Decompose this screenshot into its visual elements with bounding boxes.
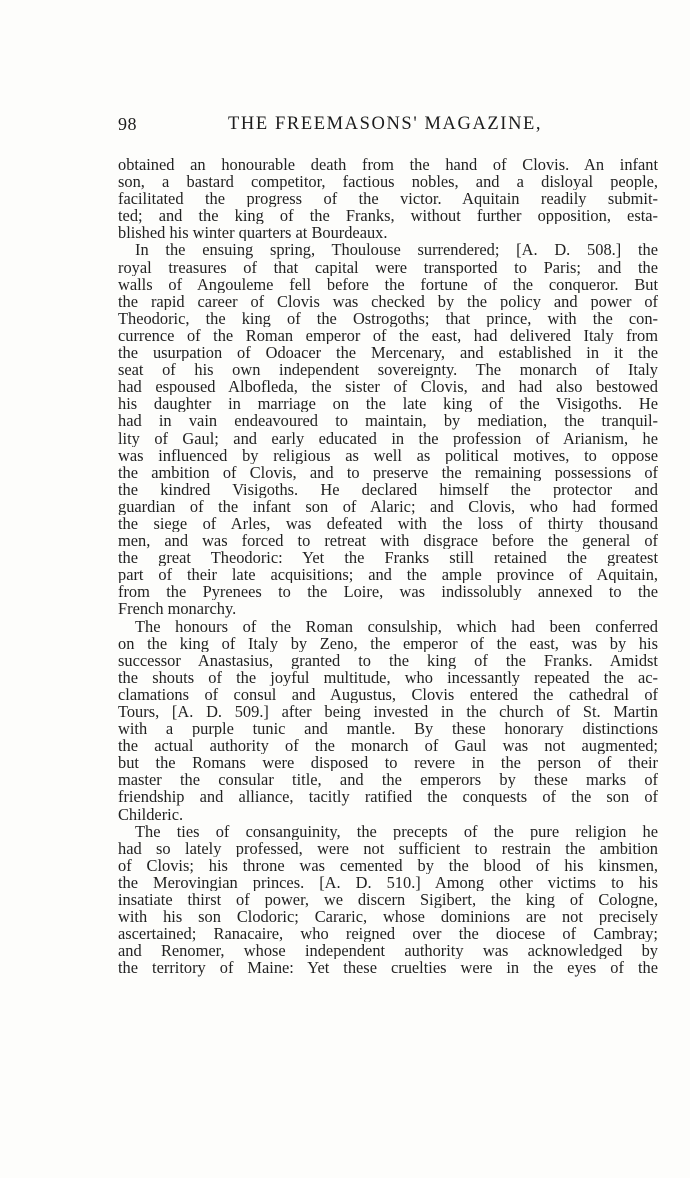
text-line: the Merovingian princes. [A. D. 510.] Among other victims to his — [118, 873, 658, 892]
text-line: blished his winter quarters at Bourdeaux. — [118, 224, 388, 242]
text-line: lity of Gaul; and early educated in the profession of Arianism, he — [118, 429, 658, 447]
text-line: but the Romans were disposed to revere in the person of their — [118, 754, 658, 772]
text-line: men, and was forced to retreat with disgrace before the general of — [118, 532, 658, 550]
text-line: In the ensuing spring, Thoulouse surrendered; [A. D. 508.] the — [135, 241, 658, 259]
text-line: son, a bastard competitor, factious nobles, and a disloyal people, — [118, 173, 658, 191]
text-line: part of their late acquisitions; and the ample province of Aquitain, — [118, 566, 658, 584]
text-line: the ambition of Clovis, and to preserve the remaining possessions of — [118, 463, 658, 481]
text-line: the territory of Maine: Yet these cruelties were in the eyes of the — [118, 959, 658, 977]
text-line: royal treasures of that capital were transported to Paris; and the — [118, 258, 658, 276]
running-head — [118, 114, 658, 144]
text-line: and Renomer, whose independent authority was acknowledged by — [118, 942, 658, 960]
text-line: facilitated the progress of the victor. Aquitain readily submit- — [118, 190, 658, 208]
page-number: 98 — [118, 114, 137, 134]
text-line: of Clovis; his throne was cemented by the blood of his kinsmen, — [118, 856, 658, 874]
text-line: his daughter in marriage on the late king of the Visigoths. He — [118, 395, 658, 413]
text-line: the actual authority of the monarch of Gaul was not augmented; — [118, 737, 658, 755]
text-line: the shouts of the joyful multitude, who incessantly repeated the ac- — [118, 668, 658, 686]
text-line: ascertained; Ranacaire, who reigned over the diocese of Cambray; — [118, 925, 658, 943]
text-line: clamations of consul and Augustus, Clovis entered the cathedral of — [118, 685, 658, 703]
paragraph-3 — [118, 618, 658, 823]
text-line: from the Pyrenees to the Loire, was indissolubly annexed to the — [118, 583, 658, 601]
text-line: The honours of the Roman consulship, which had been conferred — [135, 617, 658, 635]
text-line: Childeric. — [118, 805, 184, 823]
text-line: the siege of Arles, was defeated with the loss of thirty thousand — [118, 514, 658, 533]
paragraph-1 — [118, 156, 658, 241]
text-line: with his son Clodoric; Cararic, whose dominions are not precisely — [118, 908, 658, 926]
text-line: Theodoric, the king of the Ostrogoths; that prince, with the con- — [118, 309, 658, 327]
text-line: the kindred Visigoths. He declared himself the protector and — [118, 480, 658, 498]
text-line: was influenced by religious as well as political motives, to oppose — [118, 446, 658, 464]
paragraph-4 — [118, 823, 658, 977]
text-line: French monarchy. — [118, 600, 237, 618]
text-line: had in vain endeavoured to maintain, by mediation, the tranquil- — [118, 412, 658, 430]
text-line: currence of the Roman emperor of the east, had delivered Italy from — [118, 326, 658, 345]
text-line: successor Anastasius, granted to the king of the Franks. Amidst — [118, 651, 658, 669]
text-line: walls of Angouleme fell before the fortune of the conqueror. But — [118, 275, 658, 293]
text-line: Tours, [A. D. 509.] after being invested in the church of St. Martin — [118, 703, 658, 721]
text-line: had espoused Albofleda, the sister of Clovis, and had also bestowed — [118, 378, 658, 396]
text-line: the great Theodoric: Yet the Franks still retained the greatest — [118, 549, 658, 567]
text-line: insatiate thirst of power, we discern Sigibert, the king of Cologne, — [118, 891, 658, 909]
text-line: master the consular title, and the emperors by these marks of — [118, 771, 658, 789]
text-line: had so lately professed, were not sufficient to restrain the ambition — [118, 839, 658, 857]
paragraph-2 — [118, 241, 658, 617]
text-line: obtained an honourable death from the hand of Clovis. An infant — [118, 156, 658, 174]
body-text — [118, 156, 658, 977]
text-line: guardian of the infant son of Alaric; and Clovis, who had formed — [118, 497, 658, 515]
text-line: the rapid career of Clovis was checked by the policy and power of — [118, 292, 658, 310]
text-line: with a purple tunic and mantle. By these honorary distinctions — [118, 720, 658, 738]
text-line: the usurpation of Odoacer the Mercenary, and established in it the — [118, 344, 658, 362]
text-line: The ties of consanguinity, the precepts of the pure religion he — [135, 822, 658, 840]
text-line: ted; and the king of the Franks, without further opposition, esta- — [118, 207, 658, 225]
text-line: seat of his own independent sovereignty. The monarch of Italy — [118, 361, 658, 379]
text-line: on the king of Italy by Zeno, the emperor of the east, was by his — [118, 634, 658, 652]
journal-title: THE FREEMASONS' MAGAZINE, — [228, 114, 543, 134]
text-line: friendship and alliance, tacitly ratified the conquests of the son of — [118, 788, 658, 806]
